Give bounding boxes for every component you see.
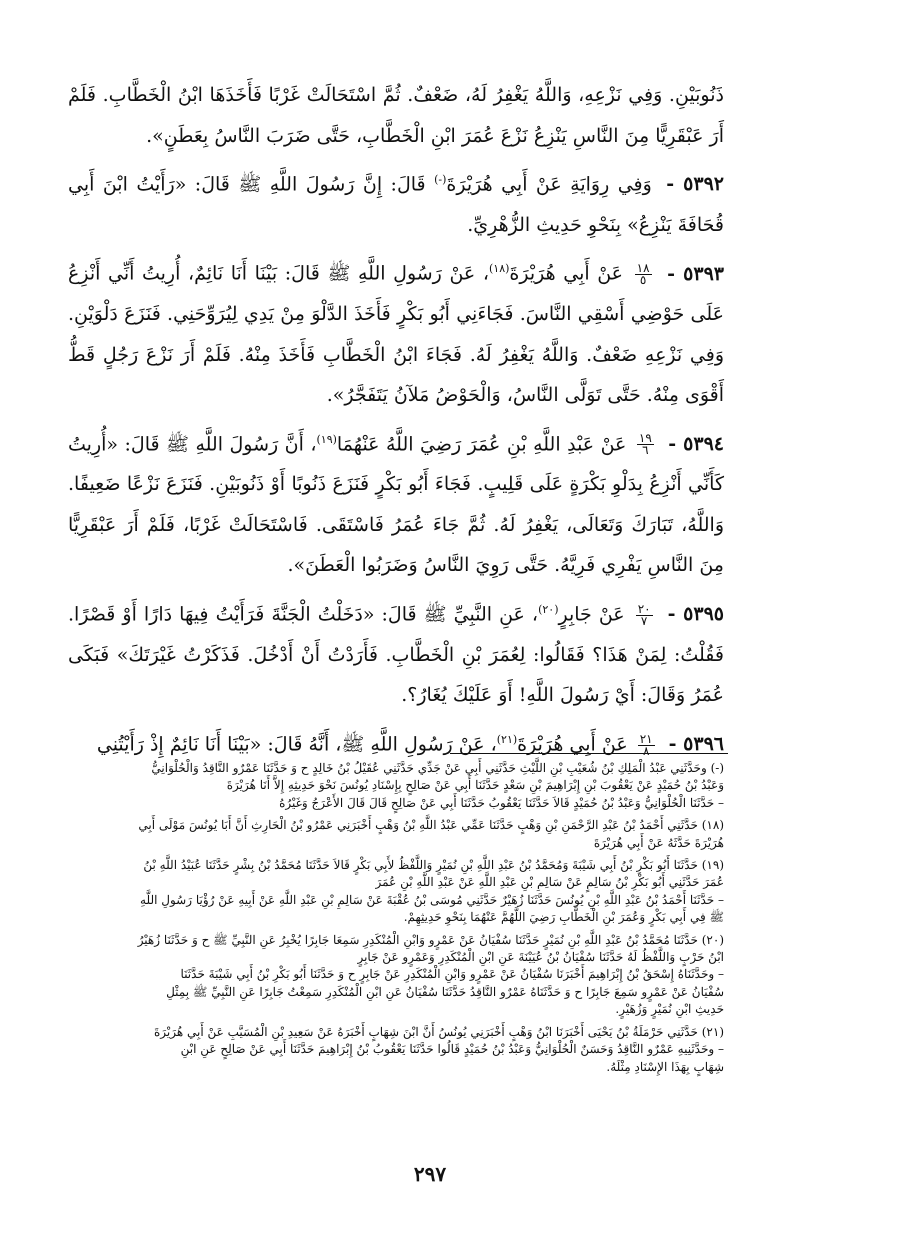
footnote-marker: (١٨) [488,262,510,276]
fraction-top: ٢٠ [637,601,651,616]
footnote-line: – حَدَّثَنَا الْحُلْوَانِيُّ وَعَبْدُ بْنُ حُمَيْدٍ قَالاَ حَدَّثَنَا يَعْقُوبُ حَدَّثَنَا أَبِي عَنْ صَالِحٍ قَالَ قَالَ الأَعْرَجُ وَغَيْرُهُ [279,795,724,810]
footnote-separator [450,753,728,754]
footnote-line: سُفْيَانُ عَنْ عَمْرٍو سَمِعَ جَابِرًا ح وَ حَدَّثَنَاهُ عَمْرٌو النَّاقِدُ حَدَّثَنَا سُفْيَانُ عَنِ ابْنِ الْمُنْكَدِرِ سَمِعْتُ جَابِرًا عَنِ النَّبِيِّ ﷺ بِمِثْلِ [166,984,724,999]
footnote-line: شِهَابٍ بِهَذَا الإِسْنَادِ مِثْلَهُ. [606,1059,724,1074]
continuation-paragraph [68,75,724,156]
hadith-number: ٥٣٩٦ - [668,733,724,756]
footnote-marker: (-) [434,173,447,186]
footnote-line: ابْنُ حَرْبٍ وَاللَّفْظُ لَهُ حَدَّثَنَا سُفْيَانُ بْنُ عُيَيْنَةَ عَنِ ابْنِ الْمُنْكَدِرِ وَعَمْرٍو عَنْ جَابِرٍ [357,950,724,965]
footnote-line: حَدِيثِ ابْنِ نُمَيْرٍ وَزُهَيْرٍ. [615,1002,724,1017]
hadith-text: قَالَ: إِنَّ رَسُولَ اللَّهِ ﷺ قَالَ: «رَأَيْتُ ابْنَ أَبِي قُحَافَةَ يَنْزِعُ» بِنَحْوِ حَدِيثِ الزُّهْرِيِّ. [68,173,724,236]
footnote-line: هُرَيْرَةَ حَدَّثَهُ عَنْ أَبِي هُرَيْرَةَ [593,835,724,850]
hadith-fraction [635,263,652,286]
footnotes [68,760,724,1081]
footnote-20 [68,932,724,1019]
hadith-5396 [68,720,724,765]
footnote-19 [68,857,724,927]
hadith-fraction [636,601,653,628]
main-text [68,75,724,769]
hadith-text: ، عَنْ رَسُولِ اللَّهِ ﷺ قَالَ: بَيْنَا أَنَا نَائِمٌ، أُرِيتُ أَنِّي أَنْزِعُ عَلَى حَوْضِي أَسْقِي النَّاسَ. فَجَاءَنِي أَبُو بَكْرٍ فَأَخَذَ الدَّلْوَ مِنْ يَدِي لِيُرَوِّحَنِي. فَنَزَعَ دَلْوَيْنِ. وَفِي نَزْعِهِ ضَعْفٌ. وَاللَّهُ يَغْفِرُ لَهُ. فَجَاءَ ابْنُ الْخَطَّابِ فَأَخَذَ مِنْهُ. فَلَمْ أَرَ نَزْعَ رَجُلٍ قَطُّ أَقْوَى مِنْهُ. حَتَّى تَوَلَّى النَّاسُ، وَالْحَوْضُ مَلآنُ يَتَفَجَّرُ». [68,262,724,407]
hadith-number: ٥٣٩٢ - [666,173,724,196]
footnote-line: – وحَدَّثَنَاهُ إِسْحَقُ بْنُ إِبْرَاهِيمَ أَخْبَرَنَا سُفْيَانُ عَنْ عَمْرٍو وَابْنِ الْمُنْكَدِرِ عَنْ جَابِرٍ ح وَ حَدَّثَنَا أَبُو بَكْرِ بْنُ أَبِي شَيْبَةَ حَدَّثَنَا [180,967,724,982]
hadith-narrator: عَنْ أَبِي هُرَيْرَةَ [517,733,628,756]
hadith-text: ، عَنْ رَسُولِ اللَّهِ ﷺ، أَنَّهُ قَالَ: «بَيْنَا أَنَا نَائِمٌ إِذْ رَأَيْتُنِي [96,733,497,756]
footnote-line: (١٨) حَدَّثَنِي أَحْمَدُ بْنُ عَبْدِ الرَّحْمَنِ بْنِ وَهْبٍ حَدَّثَنَا عَمِّي عَبْدُ اللَّهِ بْنُ وَهْبٍ أَخْبَرَنِي عَمْرُو بْنُ الْحَارِثِ أَنَّ أَبَا يُونُسَ مَوْلَى أَبِي [138,818,724,833]
fraction-top: ١٩ [638,431,652,446]
footnote-marker: (٢١) [496,732,518,746]
fraction-bottom: ٥ [639,273,647,288]
fraction-bottom: ٧ [640,613,648,628]
footnote-21 [68,1024,724,1076]
hadith-5393 [68,249,724,415]
footnote-line: (٢١) حَدَّثَنِي حَرْمَلَةُ بْنُ يَحْيَى أَخْبَرَنَا ابْنُ وَهْبٍ أَخْبَرَنِي يُونُسُ أَنَّ ابْنَ شِهَابٍ أَخْبَرَهُ عَنْ سَعِيدِ بْنِ الْمُسَيَّبِ عَنْ أَبِي هُرَيْرَةَ [153,1024,724,1039]
fraction-bottom: ٨ [642,743,650,758]
hadith-narrator: وَفِي رِوَايَةِ عَنْ أَبِي هُرَيْرَةَ [446,173,652,196]
hadith-number: ٥٣٩٥ - [667,603,724,626]
footnote-line: (٢٠) حَدَّثَنَا مُحَمَّدُ بْنُ عَبْدِ اللَّهِ بْنِ نُمَيْرٍ حَدَّثَنَا سُفْيَانُ عَنْ عَمْرٍو وَابْنِ الْمُنْكَدِرِ سَمِعَا جَابِرًا يُخْبِرُ عَنِ النَّبِيِّ ﷺ ح وَ حَدَّثَنَا زُهَيْرُ [137,932,724,947]
footnote-line: (-) وحَدَّثَنِي عَبْدُ الْمَلِكِ بْنُ شُعَيْبِ بْنِ اللَّيْثِ حَدَّثَنِي أَبِي عَنْ جَدِّي حَدَّثَنِي عُقَيْلُ بْنُ خَالِدٍ ح وَ حَدَّثَنَا عَمْرٌو النَّاقِدُ وَالْحُلْوَانِيُّ [151,761,724,775]
footnote-marker: (١٩) [316,432,337,446]
footnote-line: – وحَدَّثَنِيهِ عَمْرٌو النَّاقِدُ وَحَسَنٌ الْحُلْوَانِيُّ وَعَبْدُ بْنُ حُمَيْدٍ قَالُوا حَدَّثَنَا يَعْقُوبُ بْنُ إِبْرَاهِيمَ حَدَّثَنَا أَبِي عَنْ صَالِحٍ عَنِ ابْنِ [180,1042,724,1057]
footnote-line: (١٩) حَدَّثَنَا أَبُو بَكْرِ بْنُ أَبِي شَيْبَةَ وَمُحَمَّدُ بْنُ عَبْدِ اللَّهِ بْنِ نُمَيْرٍ وَاللَّفْظُ لأَبِي بَكْرٍ قَالاَ حَدَّثَنَا مُحَمَّدُ بْنُ بِشْرٍ حَدَّثَنَا عُبَيْدُ اللَّهِ بْنُ [143,858,724,873]
fraction-top: ١٨ [636,261,650,276]
hadith-5392 [68,160,724,245]
footnote-unnumbered [68,760,724,812]
footnote-line: ﷺ فِي أَبِي بَكْرٍ وَعُمَرَ بْنِ الْخَطَّابِ رَضِيَ اللَّهُمَّ عَنْهُمَا بِنَحْوِ حَدِيثِهِمْ. [403,910,724,925]
hadith-5394 [68,420,724,586]
hadith-number: ٥٣٩٣ - [667,262,724,285]
hadith-number: ٥٣٩٤ - [668,432,724,455]
footnote-line: وَعَبْدُ بْنُ حُمَيْدٍ عَنْ يَعْقُوبَ بْنِ إِبْرَاهِيمَ بْنِ سَعْدٍ حَدَّثَنَا أَبِي عَنْ صَالِحٍ بِإِسْنَادِ يُونُسَ نَحْوَ حَدِيثِهِ إِلاَّ أَنَا هُرَيْرَةَ [226,778,724,793]
hadith-text: ، أَنَّ رَسُولَ اللَّهِ ﷺ قَالَ: «أُرِيتُ كَأَنِّي أَنْزِعُ بِدَلْوِ بَكْرَةٍ عَلَى قَلِيبٍ. فَجَاءَ أَبُو بَكْرٍ فَنَزَعَ ذَنُوبًا أَوْ ذَنُوبَيْنِ. فَنَزَعَ نَزْعًا ضَعِيفًا. وَاللَّهُ، تَبَارَكَ وَتَعَالَى، يَغْفِرُ لَهُ. ثُمَّ جَاءَ عُمَرُ فَاسْتَقَى. فَاسْتَحَالَتْ غَرْبًا، فَلَمْ أَرَ عَبْقَرِيًّا مِنَ النَّاسِ يَفْرِي فَرِيَّهُ. حَتَّى رَوِيَ النَّاسُ وَضَرَبُوا الْعَطَنَ». [68,432,724,577]
fraction-bottom: ٦ [642,443,649,458]
continuation-text: ذَنُوبَيْنِ. وَفِي نَزْعِهِ، وَاللَّهُ يَغْفِرُ لَهُ، ضَعْفٌ. ثُمَّ اسْتَحَالَتْ غَرْبًا فَأَخَذَهَا ابْنُ الْخَطَّابِ. فَلَمْ أَرَ عَبْقَرِيًّا مِنَ النَّاسِ يَنْزِعُ نَزْعَ عُمَرَ ابْنِ الْخَطَّابِ، حَتَّى ضَرَبَ النَّاسُ بِعَطَنٍ». [68,84,724,147]
hadith-text: ، عَنِ النَّبِيِّ ﷺ قَالَ: «دَخَلْتُ الْجَنَّةَ فَرَأَيْتُ فِيهَا دَارًا أَوْ قَصْرًا. فَقُلْتُ: لِمَنْ هَذَا؟ فَقَالُوا: لِعُمَرَ بْنِ الْخَطَّابِ. فَأَرَدْتُ أَنْ أَدْخُلَ. فَذَكَرْتُ غَيْرَتَكَ» فَبَكَى عُمَرُ وَقَالَ: أَيْ رَسُولَ اللَّهِ! أَوَ عَلَيْكَ يُغَارُ؟. [68,603,724,707]
hadith-narrator: عَنْ عَبْدِ اللَّهِ بْنِ عُمَرَ رَضِيَ اللَّهُ عَنْهُمَا [336,432,627,455]
hadith-narrator: عَنْ جَابِرٍ [558,603,625,626]
hadith-fraction [637,433,654,456]
footnote-marker: (٢٠) [538,602,559,616]
footnote-line: عُمَرَ حَدَّثَنِي أَبُو بَكْرِ بْنُ سَالِمٍ عَنْ سَالِمِ بْنِ عَبْدِ اللَّهِ عَنْ عَبْدِ اللَّهِ بْنِ عُمَرَ [375,875,724,890]
footnote-18 [68,817,724,852]
fraction-top: ٢١ [639,731,653,746]
hadith-5395 [68,590,724,716]
footnote-line: – حَدَّثَنَا أَحْمَدُ بْنُ عَبْدِ اللَّهِ بْنِ يُونُسَ حَدَّثَنَا زُهَيْرٌ حَدَّثَنِي مُوسَى بْنُ عُقْبَةَ عَنْ سَالِمِ بْنِ عَبْدِ اللَّهِ عَنْ أَبِيهِ عَنْ رُؤْيَا رَسُولِ اللَّهِ [140,892,724,907]
page-number: ٢٩٧ [413,1162,447,1186]
hadith-narrator: عَنْ أَبِي هُرَيْرَةَ [509,262,624,285]
